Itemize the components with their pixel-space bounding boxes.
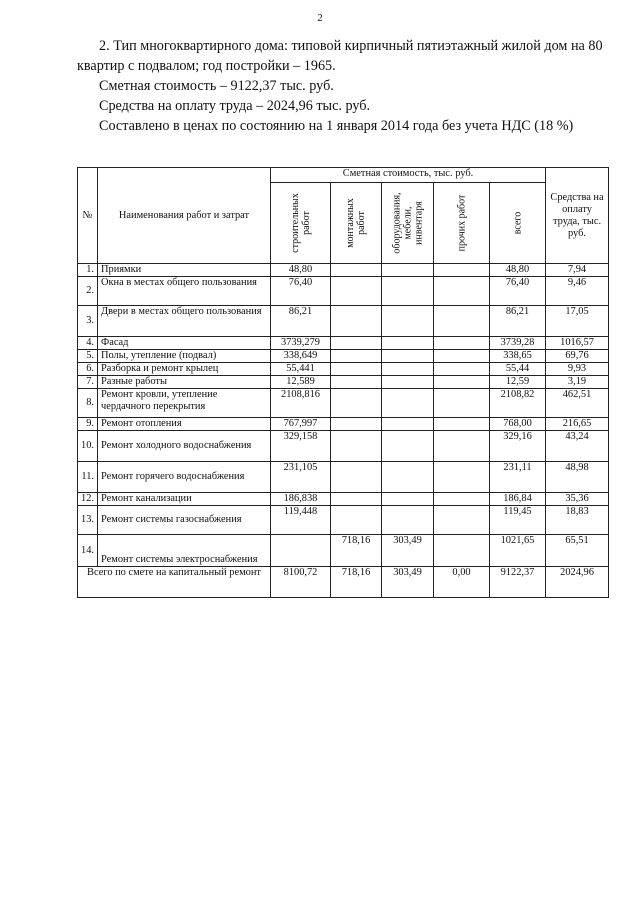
row-other <box>434 418 490 431</box>
total-label: Всего по смете на капитальный ремонт <box>78 567 271 598</box>
row-labor: 18,83 <box>546 506 609 535</box>
total-total: 9122,37 <box>490 567 546 598</box>
row-labor: 9,93 <box>546 363 609 376</box>
row-num: 5. <box>78 350 98 363</box>
row-construction: 12,589 <box>271 376 331 389</box>
row-equipment <box>382 389 434 418</box>
row-construction: 767,997 <box>271 418 331 431</box>
price-basis-line: Составлено в ценах по состоянию на 1 января 2014 года без учета НДС (18 %) <box>99 118 574 134</box>
row-installation: 718,16 <box>331 535 382 567</box>
row-other <box>434 535 490 567</box>
header-name: Наименования работ и затрат <box>98 168 271 264</box>
row-labor: 3,19 <box>546 376 609 389</box>
table-row <box>78 389 609 418</box>
row-equipment <box>382 363 434 376</box>
row-installation <box>331 376 382 389</box>
row-name: Ремонт горячего водоснабжения <box>98 462 271 493</box>
row-num: 7. <box>78 376 98 389</box>
row-name: Окна в местах общего пользования <box>98 277 271 306</box>
row-name: Ремонт системы газоснабжения <box>98 506 271 535</box>
row-construction: 186,838 <box>271 493 331 506</box>
row-other <box>434 462 490 493</box>
row-num: 8. <box>78 389 98 418</box>
row-name: Ремонт канализации <box>98 493 271 506</box>
table-row <box>78 506 609 535</box>
row-name: Разные работы <box>98 376 271 389</box>
row-installation <box>331 418 382 431</box>
header-installation: монтажных работ <box>345 198 367 248</box>
estimated-cost-line: Сметная стоимость – 9122,37 тыс. руб. <box>99 78 334 94</box>
row-total: 329,16 <box>490 431 546 462</box>
page-number: 2 <box>317 12 323 24</box>
row-labor: 7,94 <box>546 264 609 277</box>
row-installation <box>331 431 382 462</box>
row-labor: 17,05 <box>546 306 609 337</box>
row-num: 10. <box>78 431 98 462</box>
row-num: 11. <box>78 462 98 493</box>
row-other <box>434 493 490 506</box>
row-other <box>434 264 490 277</box>
row-equipment <box>382 350 434 363</box>
row-equipment <box>382 462 434 493</box>
row-equipment <box>382 418 434 431</box>
row-total: 48,80 <box>490 264 546 277</box>
row-construction: 55,441 <box>271 363 331 376</box>
header-other-cell <box>434 183 490 264</box>
row-other <box>434 506 490 535</box>
total-construction: 8100,72 <box>271 567 331 598</box>
row-name: Двери в местах общего пользования <box>98 306 271 337</box>
row-name: Ремонт отопления <box>98 418 271 431</box>
table-row <box>78 277 609 306</box>
table-row <box>78 462 609 493</box>
row-num: 9. <box>78 418 98 431</box>
row-total: 2108,82 <box>490 389 546 418</box>
row-labor: 43,24 <box>546 431 609 462</box>
table-row <box>78 337 609 350</box>
row-total: 338,65 <box>490 350 546 363</box>
row-installation <box>331 277 382 306</box>
row-labor: 65,51 <box>546 535 609 567</box>
estimate-table <box>77 167 609 598</box>
row-num: 13. <box>78 506 98 535</box>
header-equipment-cell <box>382 183 434 264</box>
row-name: Разборка и ремонт крылец <box>98 363 271 376</box>
row-other <box>434 431 490 462</box>
row-labor: 1016,57 <box>546 337 609 350</box>
row-installation <box>331 363 382 376</box>
row-name: Ремонт кровли, утепление чердачного перекрытия <box>98 389 271 418</box>
table-row <box>78 431 609 462</box>
row-installation <box>331 264 382 277</box>
row-name: Полы, утепление (подвал) <box>98 350 271 363</box>
row-equipment <box>382 506 434 535</box>
row-num: 2. <box>78 277 98 306</box>
row-total: 231,11 <box>490 462 546 493</box>
total-labor: 2024,96 <box>546 567 609 598</box>
table-row <box>78 350 609 363</box>
table-row <box>78 264 609 277</box>
row-num: 1. <box>78 264 98 277</box>
row-other <box>434 389 490 418</box>
row-total: 186,84 <box>490 493 546 506</box>
row-other <box>434 363 490 376</box>
row-construction: 231,105 <box>271 462 331 493</box>
header-total-cell <box>490 183 546 264</box>
row-construction: 119,448 <box>271 506 331 535</box>
total-installation: 718,16 <box>331 567 382 598</box>
header-construction-cell <box>271 183 331 264</box>
row-construction: 338,649 <box>271 350 331 363</box>
row-other <box>434 337 490 350</box>
row-equipment <box>382 264 434 277</box>
header-estimated-cost: Сметная стоимость, тыс. руб. <box>271 168 546 183</box>
intro-text <box>77 36 622 136</box>
row-installation <box>331 493 382 506</box>
row-equipment <box>382 376 434 389</box>
row-equipment <box>382 277 434 306</box>
row-equipment <box>382 337 434 350</box>
row-other <box>434 306 490 337</box>
row-construction: 48,80 <box>271 264 331 277</box>
labor-cost-line: Средства на оплату труда – 2024,96 тыс. руб. <box>99 98 371 114</box>
row-name: Приямки <box>98 264 271 277</box>
row-other <box>434 277 490 306</box>
header-total: всего <box>512 211 523 235</box>
row-labor: 69,76 <box>546 350 609 363</box>
row-total: 119,45 <box>490 506 546 535</box>
row-labor: 216,65 <box>546 418 609 431</box>
row-installation <box>331 306 382 337</box>
row-num: 4. <box>78 337 98 350</box>
row-installation <box>331 350 382 363</box>
row-other <box>434 350 490 363</box>
row-total: 12,59 <box>490 376 546 389</box>
total-other: 0,00 <box>434 567 490 598</box>
header-num: № <box>78 168 98 264</box>
table-row <box>78 493 609 506</box>
row-num: 3. <box>78 306 98 337</box>
table-row <box>78 376 609 389</box>
row-labor: 9,46 <box>546 277 609 306</box>
row-labor: 35,36 <box>546 493 609 506</box>
table-row <box>78 535 609 567</box>
row-construction: 2108,816 <box>271 389 331 418</box>
row-equipment: 303,49 <box>382 535 434 567</box>
row-equipment <box>382 493 434 506</box>
row-name: Ремонт системы электроснабжения <box>98 535 271 567</box>
header-labor: Средства на оплату труда, тыс. руб. <box>546 168 609 264</box>
row-name: Фасад <box>98 337 271 350</box>
table-row <box>78 418 609 431</box>
house-type-line: 2. Тип многоквартирного дома: типовой кирпичный пятиэтажный жилой дом на 80 квартир с подвалом; год постройки – 1965. <box>77 38 603 74</box>
table-header-row <box>78 168 609 183</box>
row-installation <box>331 389 382 418</box>
header-installation-cell <box>331 183 382 264</box>
table-row <box>78 306 609 337</box>
row-construction: 3739,279 <box>271 337 331 350</box>
row-equipment <box>382 306 434 337</box>
total-row <box>78 567 609 598</box>
row-construction: 86,21 <box>271 306 331 337</box>
row-other <box>434 376 490 389</box>
row-name: Ремонт холодного водоснабжения <box>98 431 271 462</box>
row-equipment <box>382 431 434 462</box>
total-equipment: 303,49 <box>382 567 434 598</box>
row-num: 14. <box>78 535 98 567</box>
row-construction: 76,40 <box>271 277 331 306</box>
table-row <box>78 363 609 376</box>
header-construction: строительных работ <box>289 193 312 253</box>
row-installation <box>331 337 382 350</box>
row-construction <box>271 535 331 567</box>
row-total: 76,40 <box>490 277 546 306</box>
row-construction: 329,158 <box>271 431 331 462</box>
row-total: 3739,28 <box>490 337 546 350</box>
row-labor: 462,51 <box>546 389 609 418</box>
header-equipment: оборудования, мебели, инвентаря <box>391 192 424 254</box>
row-num: 12. <box>78 493 98 506</box>
row-installation <box>331 462 382 493</box>
row-installation <box>331 506 382 535</box>
row-labor: 48,98 <box>546 462 609 493</box>
row-num: 6. <box>78 363 98 376</box>
row-total: 1021,65 <box>490 535 546 567</box>
row-total: 768,00 <box>490 418 546 431</box>
header-other: прочих работ <box>456 194 467 252</box>
row-total: 86,21 <box>490 306 546 337</box>
row-total: 55,44 <box>490 363 546 376</box>
